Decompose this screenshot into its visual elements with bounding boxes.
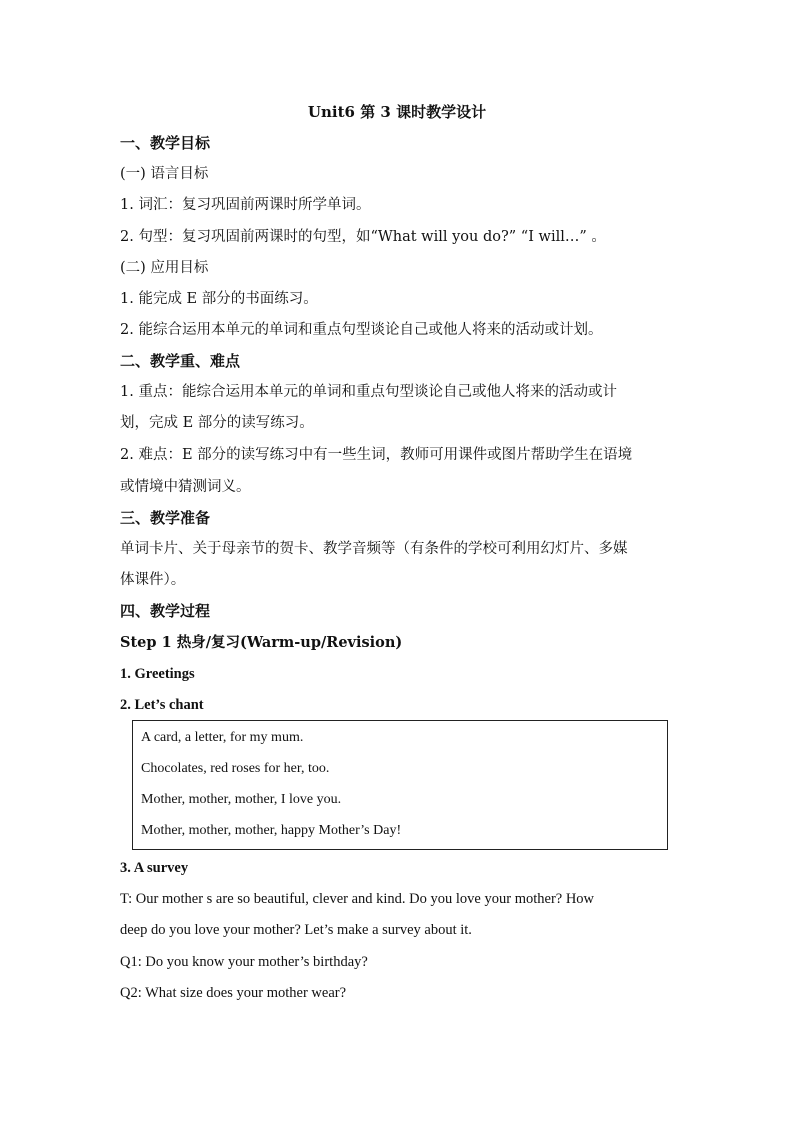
objective-written-exercise: 1. 能完成 E 部分的书面练习。 <box>120 291 318 307</box>
preparation-line-1: 单词卡片、关于母亲节的贺卡、教学音频等（有条件的学校可利用幻灯片、多媒 <box>120 541 628 557</box>
chant-line: Chocolates, red roses for her, too. <box>141 761 330 776</box>
greetings-heading: 1. Greetings <box>120 666 195 682</box>
difficulty-line-1: 2. 难点：E 部分的读写练习中有一些生词，教师可用课件或图片帮助学生在语境 <box>120 447 633 463</box>
step1-heading: Step 1 热身/复习(Warm-up/Revision) <box>120 634 403 651</box>
chant-line: A card, a letter, for my mum. <box>141 730 304 745</box>
section-heading-key-points: 二、教学重、难点 <box>120 352 241 370</box>
objective-sentence-patterns: 2. 句型：复习巩固前两课时的句型，如“What will you do?” “I will…” 。 <box>120 229 606 245</box>
section-heading-procedure: 四、教学过程 <box>120 602 211 620</box>
survey-question-1: Q1: Do you know your mother’s birthday? <box>120 954 368 970</box>
chant-heading: 2. Let’s chant <box>120 697 204 713</box>
subheading-application-goals: (二) 应用目标 <box>120 260 209 276</box>
survey-line-2: deep do you love your mother? Let’s make a survey about it. <box>120 922 472 938</box>
chant-line: Mother, mother, mother, I love you. <box>141 792 342 807</box>
objective-vocabulary: 1. 词汇：复习巩固前两课时所学单词。 <box>120 197 371 213</box>
section-heading-preparation: 三、教学准备 <box>120 509 211 527</box>
key-point-line-1: 1. 重点：能综合运用本单元的单词和重点句型谈论自己或他人将来的活动或计 <box>120 384 617 400</box>
difficulty-line-2: 或情境中猜测词义。 <box>120 479 251 495</box>
chant-box <box>132 720 668 850</box>
key-point-line-2: 划，完成 E 部分的读写练习。 <box>120 415 314 431</box>
objective-talk-plans: 2. 能综合运用本单元的单词和重点句型谈论自己或他人将来的活动或计划。 <box>120 322 603 338</box>
survey-line-1: T: Our mother s are so beautiful, clever and kind. Do you love your mother? How <box>120 891 595 907</box>
section-heading-objectives: 一、教学目标 <box>120 134 211 152</box>
page-title: Unit6 第 3 课时教学设计 <box>307 103 487 121</box>
preparation-line-2: 体课件）。 <box>120 572 186 588</box>
survey-heading: 3. A survey <box>120 860 189 876</box>
chant-line: Mother, mother, mother, happy Mother’s Day! <box>141 823 402 838</box>
survey-question-2: Q2: What size does your mother wear? <box>120 985 347 1001</box>
subheading-language-goals: (一) 语言目标 <box>120 166 209 182</box>
